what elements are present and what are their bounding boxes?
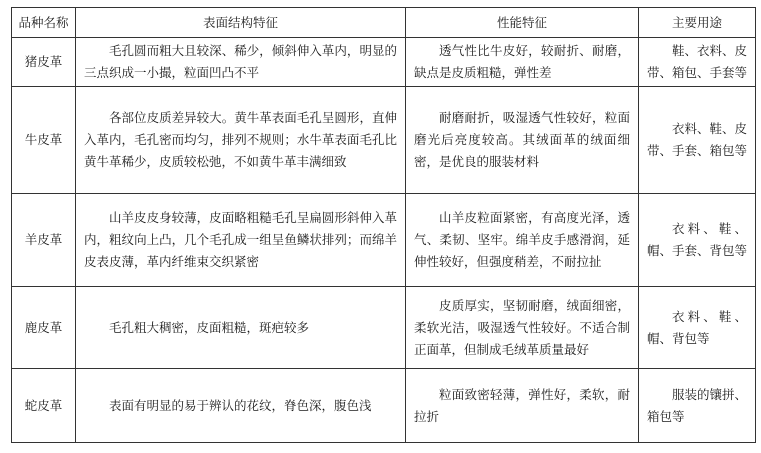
surface-structure-cell: 毛孔粗大稠密，皮面粗糙，斑疤较多: [76, 287, 406, 369]
variety-name-cell: 牛皮革: [12, 87, 76, 194]
variety-name-cell: 猪皮革: [12, 38, 76, 87]
variety-name-cell: 羊皮革: [12, 194, 76, 287]
variety-name-cell: 鹿皮革: [12, 287, 76, 369]
main-use-cell: 服装的镶拼、箱包等: [639, 369, 756, 443]
variety-name-cell: 蛇皮革: [12, 369, 76, 443]
performance-cell: 粒面致密轻薄，弹性好，柔软，耐拉折: [406, 369, 639, 443]
table-row: [12, 287, 756, 369]
surface-structure-cell: 毛孔圆而粗大且较深、稀少，倾斜伸入革内，明显的三点织成一小撮，粒面凹凸不平: [76, 38, 406, 87]
main-use-cell: 衣料、鞋、帽、手套、背包等: [639, 194, 756, 287]
performance-cell: 耐磨耐折，吸湿透气性较好，粒面磨光后亮度较高。其绒面革的绒面细密，是优良的服装材料: [406, 87, 639, 194]
leather-comparison-table: [11, 7, 756, 443]
surface-structure-cell: 各部位皮质差异较大。黄牛革表面毛孔呈圆形，直伸入革内，毛孔密而均匀，排列不规则；水牛革表面毛孔比黄牛革稀少，皮质较松弛，不如黄牛革丰满细致: [76, 87, 406, 194]
table-row: [12, 369, 756, 443]
surface-structure-cell: 山羊皮皮身较薄，皮面略粗糙毛孔呈扁圆形斜伸入革内，粗纹向上凸，几个毛孔成一组呈鱼鳞状排列；而绵羊皮表皮薄，革内纤维束交织紧密: [76, 194, 406, 287]
table-header-row: [12, 8, 756, 38]
header-surface-structure: 表面结构特征: [76, 8, 406, 38]
header-performance: 性能特征: [406, 8, 639, 38]
main-use-cell: 衣料、鞋、皮带、手套、箱包等: [639, 87, 756, 194]
header-variety-name: 品种名称: [12, 8, 76, 38]
performance-cell: 皮质厚实，坚韧耐磨，绒面细密，柔软光洁，吸湿透气性较好。不适合制正面革，但制成毛绒革质量最好: [406, 287, 639, 369]
table-row: [12, 87, 756, 194]
performance-cell: 透气性比牛皮好，较耐折、耐磨，缺点是皮质粗糙，弹性差: [406, 38, 639, 87]
main-use-cell: 鞋、衣料、皮带、箱包、手套等: [639, 38, 756, 87]
header-main-use: 主要用途: [639, 8, 756, 38]
table-row: [12, 194, 756, 287]
performance-cell: 山羊皮粒面紧密，有高度光泽，透气、柔韧、坚牢。绵羊皮手感滑润，延伸性较好，但强度稍差，不耐拉扯: [406, 194, 639, 287]
table-row: [12, 38, 756, 87]
main-use-cell: 衣料、鞋、帽、背包等: [639, 287, 756, 369]
surface-structure-cell: 表面有明显的易于辨认的花纹，脊色深，腹色浅: [76, 369, 406, 443]
